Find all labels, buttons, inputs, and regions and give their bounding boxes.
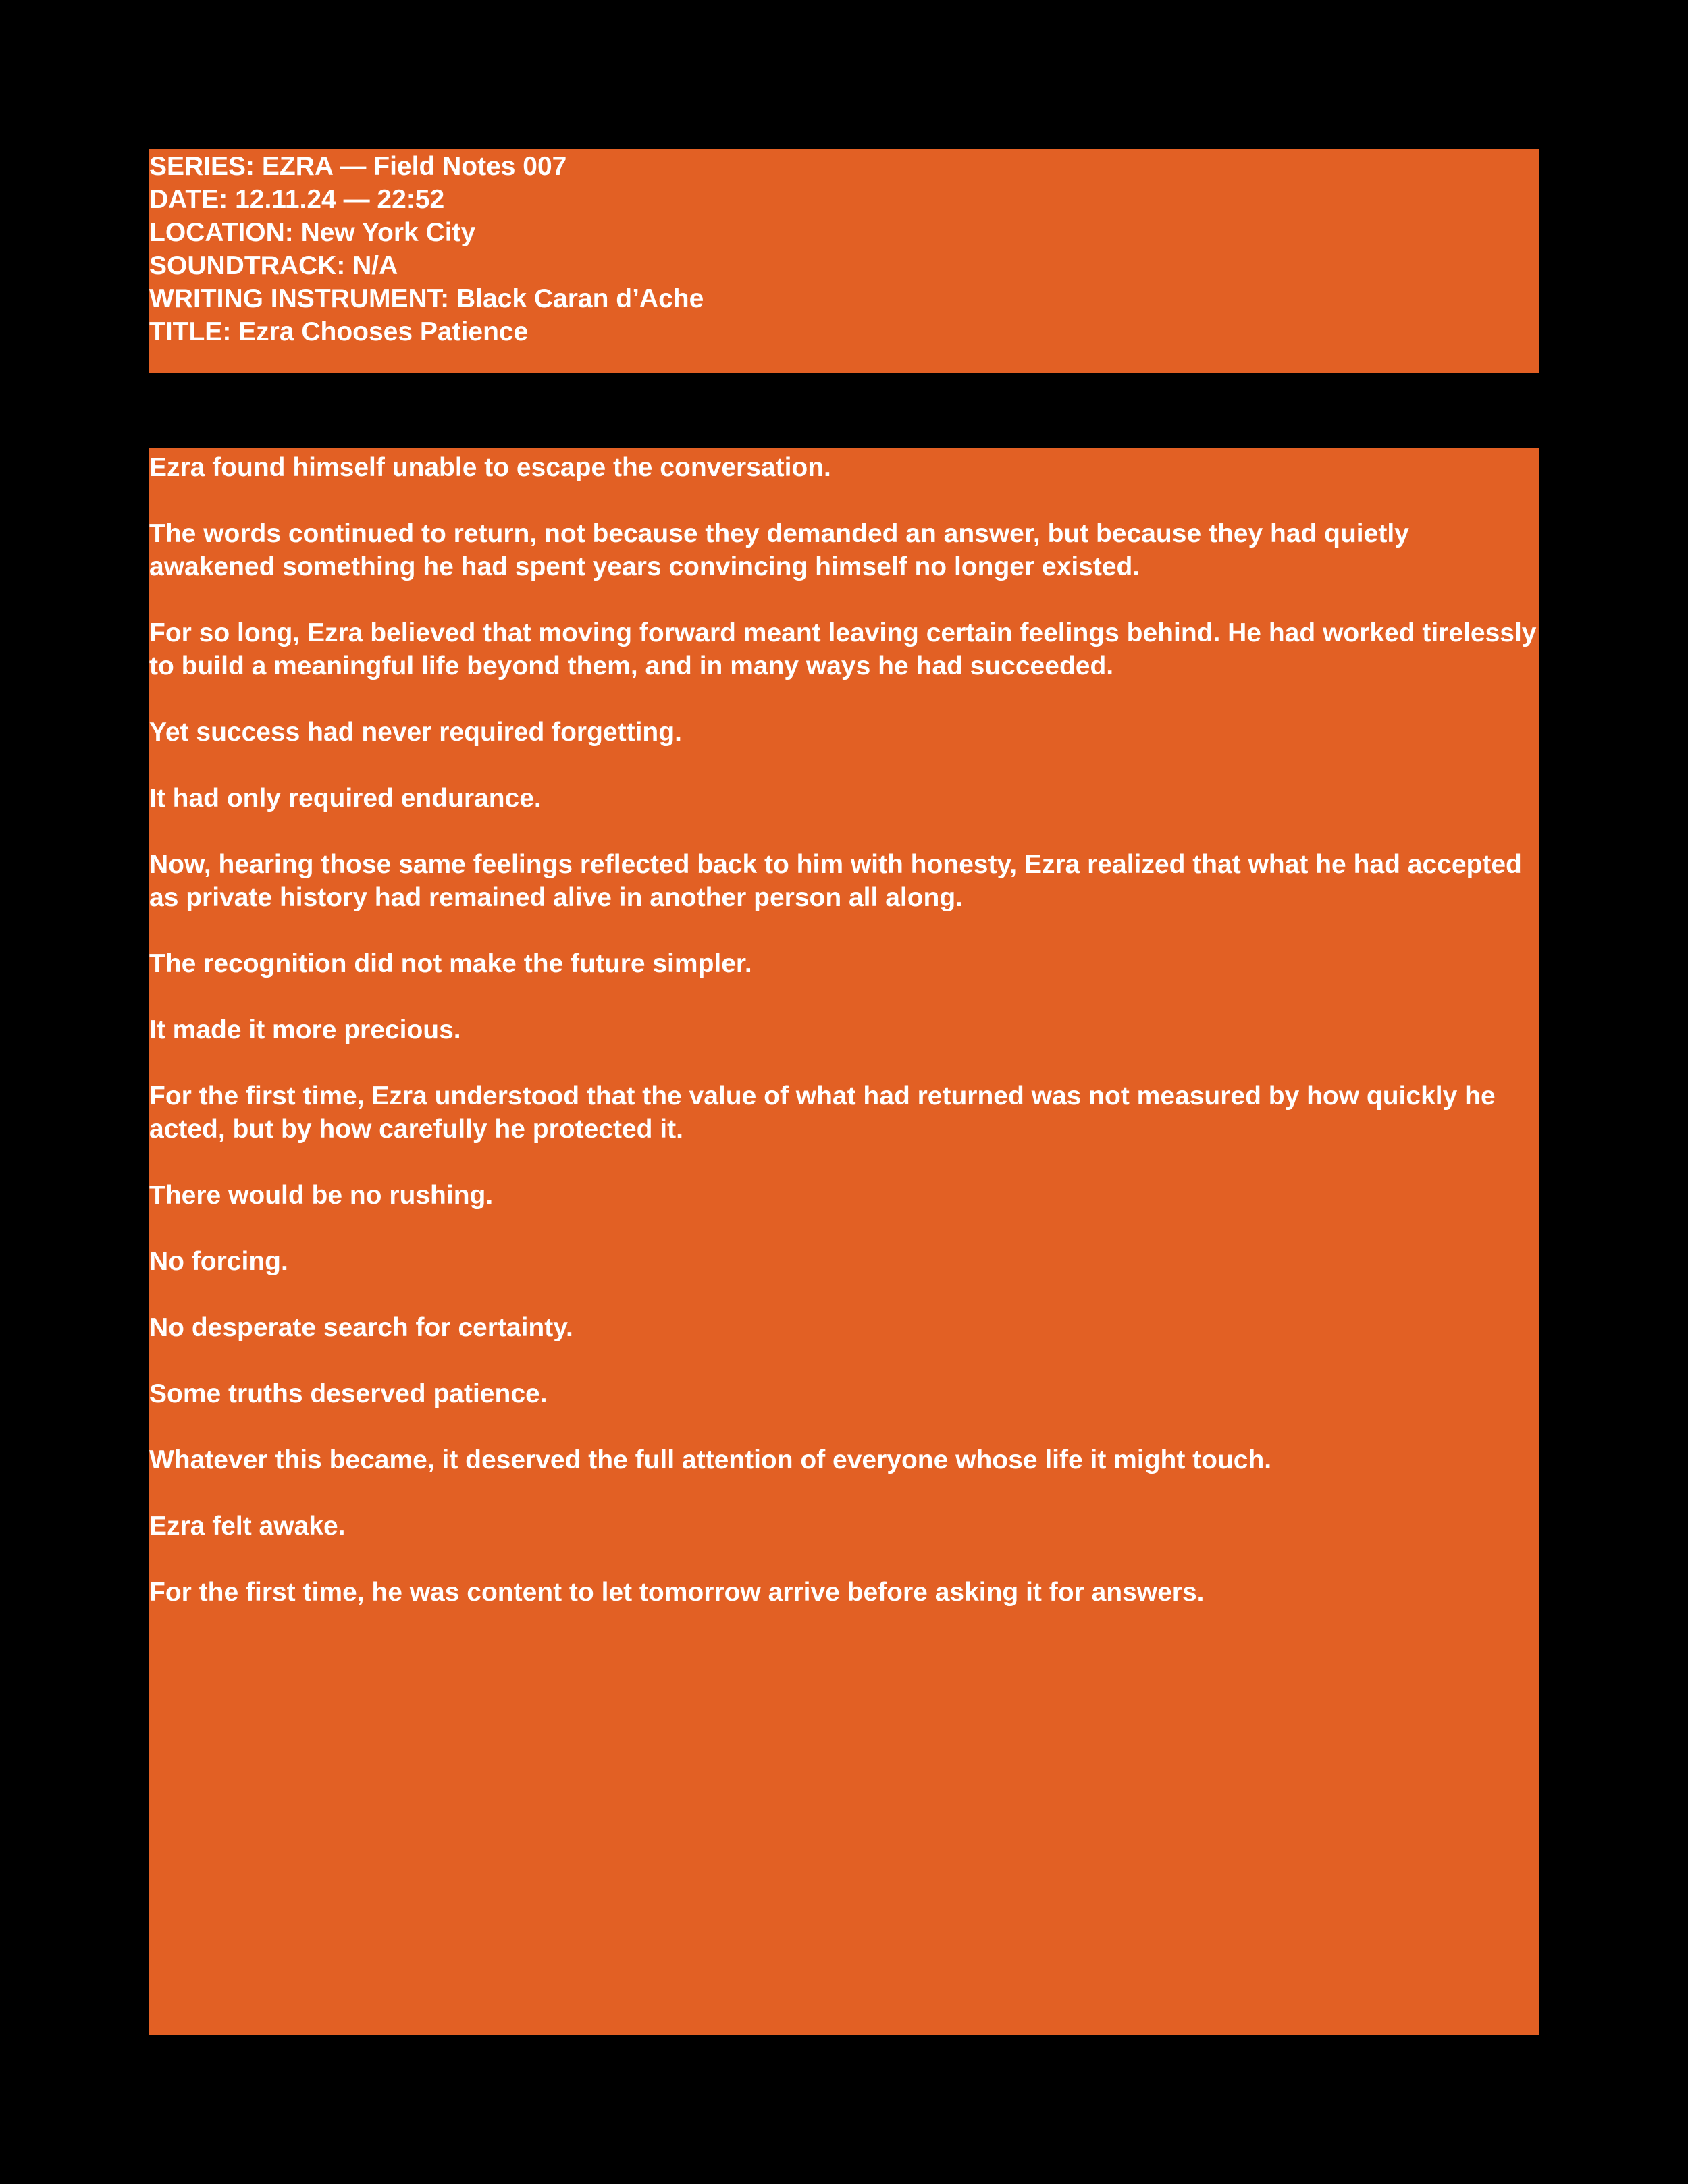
soundtrack-line: SOUNDTRACK: N/A <box>149 251 398 280</box>
story-paragraph: No desperate search for certainty. <box>149 1313 573 1342</box>
metadata-panel <box>149 149 1539 373</box>
story-paragraph: The words continued to return, not because they demanded an answer, but because they had quietly awakened something he had spent years convincing himself no longer existed. <box>149 519 1409 581</box>
story-paragraph: It made it more precious. <box>149 1015 461 1044</box>
date-line: DATE: 12.11.24 — 22:52 <box>149 185 445 214</box>
location-line: LOCATION: New York City <box>149 218 476 247</box>
story-paragraph: Ezra felt awake. <box>149 1512 346 1541</box>
story-paragraph: No forcing. <box>149 1247 288 1276</box>
story-paragraph: For the first time, Ezra understood that the value of what had returned was not measured by how quickly he acted, but by how carefully he protected it. <box>149 1082 1496 1144</box>
story-paragraph: The recognition did not make the future simpler. <box>149 949 752 978</box>
story-paragraph: Now, hearing those same feelings reflected back to him with honesty, Ezra realized that what he had accepted as private history had remained alive in another person all along. <box>149 850 1522 912</box>
story-paragraph: Whatever this became, it deserved the full attention of everyone whose life it might touch. <box>149 1445 1272 1474</box>
story-panel <box>149 448 1539 2035</box>
story-paragraph: For the first time, he was content to let tomorrow arrive before asking it for answers. <box>149 1578 1205 1607</box>
story-paragraph: For so long, Ezra believed that moving forward meant leaving certain feelings behind. He had worked tirelessly to build a meaningful life beyond them, and in many ways he had succeeded. <box>149 618 1537 681</box>
series-line: SERIES: EZRA — Field Notes 007 <box>149 152 567 181</box>
writing-instrument-line: WRITING INSTRUMENT: Black Caran d’Ache <box>149 284 704 313</box>
story-paragraph: It had only required endurance. <box>149 784 542 813</box>
story-paragraph: Some truths deserved patience. <box>149 1379 548 1408</box>
story-paragraph: Yet success had never required forgetting. <box>149 718 682 747</box>
metadata-list <box>149 150 1539 348</box>
story-paragraph: Ezra found himself unable to escape the conversation. <box>149 453 831 482</box>
title-line: TITLE: Ezra Chooses Patience <box>149 317 529 346</box>
story-paragraph: There would be no rushing. <box>149 1181 494 1210</box>
